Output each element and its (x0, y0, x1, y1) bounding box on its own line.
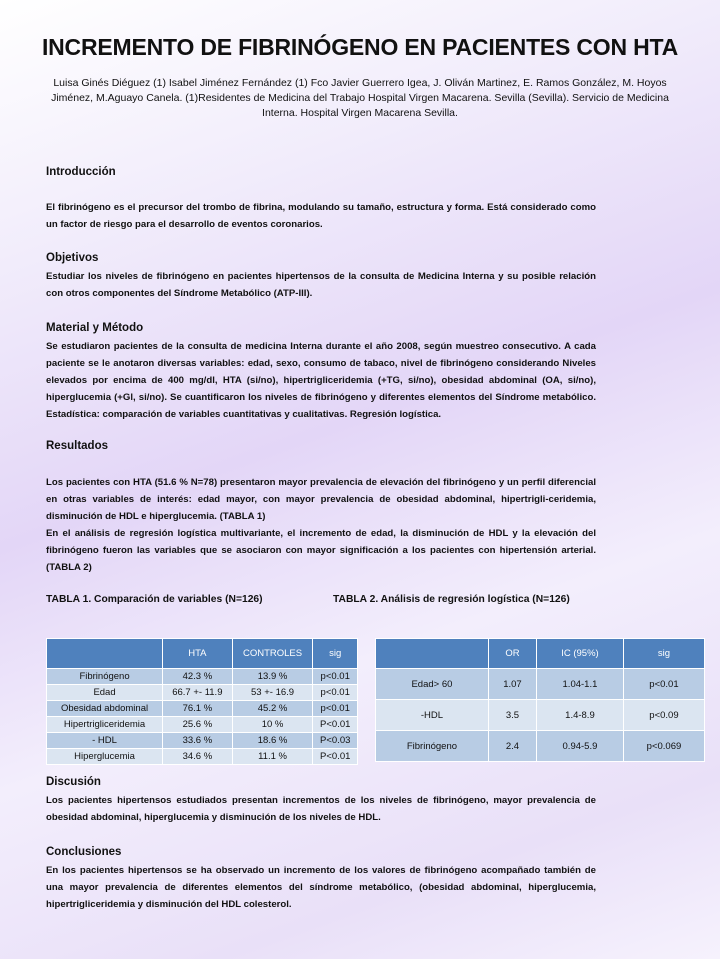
table1-cell: 18.6 % (232, 733, 313, 749)
table2-header-0 (376, 639, 489, 669)
table-row (47, 749, 358, 765)
table1-cell: 66.7 +- 11.9 (163, 685, 233, 701)
table1-cell: 53 +- 16.9 (232, 685, 313, 701)
table-row (47, 669, 358, 685)
table-row (47, 685, 358, 701)
table2-cell: 1.07 (488, 669, 536, 700)
table2 (375, 638, 705, 762)
table-row (376, 700, 705, 731)
table-row (47, 717, 358, 733)
intro-text: El fibrinógeno es el precursor del trombo de fibrina, modulando su tamaño, estructura y forma. Está considerado como un factor de riesgo para el desarrollo de eventos coronarios. (46, 202, 596, 230)
table1-cell: 45.2 % (232, 701, 313, 717)
discussion-text: Los pacientes hipertensos estudiados presentan incrementos de los niveles de fibrinógeno, mayor prevalencia de obesidad abdominal, hiperglucemia y disminución de los niveles de HDL. (46, 795, 596, 823)
conclusions-text: En los pacientes hipertensos se ha observado un incremento de los valores de fibrinógeno acompañado también de una mayor prevalencia de diferentes elementos del síndrome metabólico, (obesidad abdominal, hiperglucemia, hipertrigliceridemia y disminución del HDL colesterol. (46, 865, 596, 910)
table2-cell: 3.5 (488, 700, 536, 731)
table2-header-3: sig (623, 639, 704, 669)
discussion-heading: Discusión (46, 776, 101, 788)
table1-cell: P<0.01 (313, 749, 358, 765)
table2-header-1: OR (488, 639, 536, 669)
table-row (47, 733, 358, 749)
poster-title: INCREMENTO DE FIBRINÓGENO EN PACIENTES CON HTA (41, 34, 679, 60)
table1-cell: 34.6 % (163, 749, 233, 765)
table1-cell: 25.6 % (163, 717, 233, 733)
methods-text: Se estudiaron pacientes de la consulta de medicina Interna durante el año 2008, según muestreo consecutivo. A cada paciente se le anotaron diversas variables: edad, sexo, consumo de tabaco, nivel de fibrinógeno considerando Niveles elevados por encima de 400 mg/dl, HTA (si/no), hipertrigliceridemia (+TG, si/no), obesidad abdominal (OA, si/no), hiperglucemia (+Gl, si/no). Se cuantificaron los niveles de fibrinógeno y diferentes elementos del Síndrome metabólico. Estadística: comparación de variables cuantitativas y cualitativas. Regresión logística. (46, 341, 596, 420)
table1-cell: P<0.03 (313, 733, 358, 749)
intro-heading: Introducción (46, 166, 116, 178)
table1 (46, 638, 358, 765)
table1-cell: Obesidad abdominal (47, 701, 163, 717)
table1-cell: - HDL (47, 733, 163, 749)
table1-cell: Fibrinógeno (47, 669, 163, 685)
results-heading: Resultados (46, 440, 108, 452)
results-text: Los pacientes con HTA (51.6 % N=78) presentaron mayor prevalencia de elevación del fibrinógeno y un perfil diferencial en otras variables de interés: edad mayor, con mayor prevalencia de obesidad abdominal, hipertrigli-ceridemia, disminución de HDL e hiperglucemia. (TABLA 1) En el análisis de regresión logística multivariante, el incremento de edad, la disminución de HDL y la elevación del fibrinógeno fueron las variables que se asociaron con mayor significación a los pacientes con hipertensión arterial. (TABLA 2) (46, 477, 596, 573)
table2-cell: p<0.069 (623, 731, 704, 762)
objectives-text: Estudiar los niveles de fibrinógeno en pacientes hipertensos de la consulta de Medicina Interna y su posible relación con otros componentes del Síndrome Metabólico (ATP-III). (46, 271, 596, 299)
objectives-heading: Objetivos (46, 252, 99, 264)
table1-cell: Hipertrigliceridemia (47, 717, 163, 733)
table2-cell: 1.04-1.1 (536, 669, 623, 700)
table1-cell: 33.6 % (163, 733, 233, 749)
table2-header-2: IC (95%) (536, 639, 623, 669)
table2-cell: 2.4 (488, 731, 536, 762)
table1-header-3: sig (313, 639, 358, 669)
table-row (376, 669, 705, 700)
table1-cell: 11.1 % (232, 749, 313, 765)
table-row (376, 731, 705, 762)
table2-cell: -HDL (376, 700, 489, 731)
table1-cell: Edad (47, 685, 163, 701)
table1-cell: 76.1 % (163, 701, 233, 717)
table1-cell: p<0.01 (313, 669, 358, 685)
table1-header-2: CONTROLES (232, 639, 313, 669)
table1-cell: 10 % (232, 717, 313, 733)
table2-cell: p<0.09 (623, 700, 704, 731)
table2-cell: Edad> 60 (376, 669, 489, 700)
table1-cell: 13.9 % (232, 669, 313, 685)
conclusions-heading: Conclusiones (46, 846, 122, 858)
table2-caption: TABLA 2. Análisis de regresión logística (N=126) (333, 594, 570, 605)
table1-header-1: HTA (163, 639, 233, 669)
methods-heading: Material y Método (46, 322, 144, 334)
table2-cell: Fibrinógeno (376, 731, 489, 762)
table1-cell: P<0.01 (313, 717, 358, 733)
table1-cell: 42.3 % (163, 669, 233, 685)
table1-cell: Hiperglucemia (47, 749, 163, 765)
table2-cell: 1.4-8.9 (536, 700, 623, 731)
table1-cell: p<0.01 (313, 685, 358, 701)
table2-cell: p<0.01 (623, 669, 704, 700)
table-row (47, 701, 358, 717)
table2-cell: 0.94-5.9 (536, 731, 623, 762)
table1-cell: p<0.01 (313, 701, 358, 717)
authors: Luisa Ginés Diéguez (1) Isabel Jiménez Fernández (1) Fco Javier Guerrero Igea, J. Oliván Martinez, E. Ramos González, M. Hoyos Jiménez, M.Aguayo Canela. (1)Residentes de Medicina del Trabajo Hospital Virgen Macarena. Sevilla (Sevilla). Servicio de Medicina Interna. Hospital Virgen Macarena Sevilla. (51, 77, 669, 119)
table1-caption: TABLA 1. Comparación de variables (N=126) (46, 594, 263, 605)
table1-header-0 (47, 639, 163, 669)
